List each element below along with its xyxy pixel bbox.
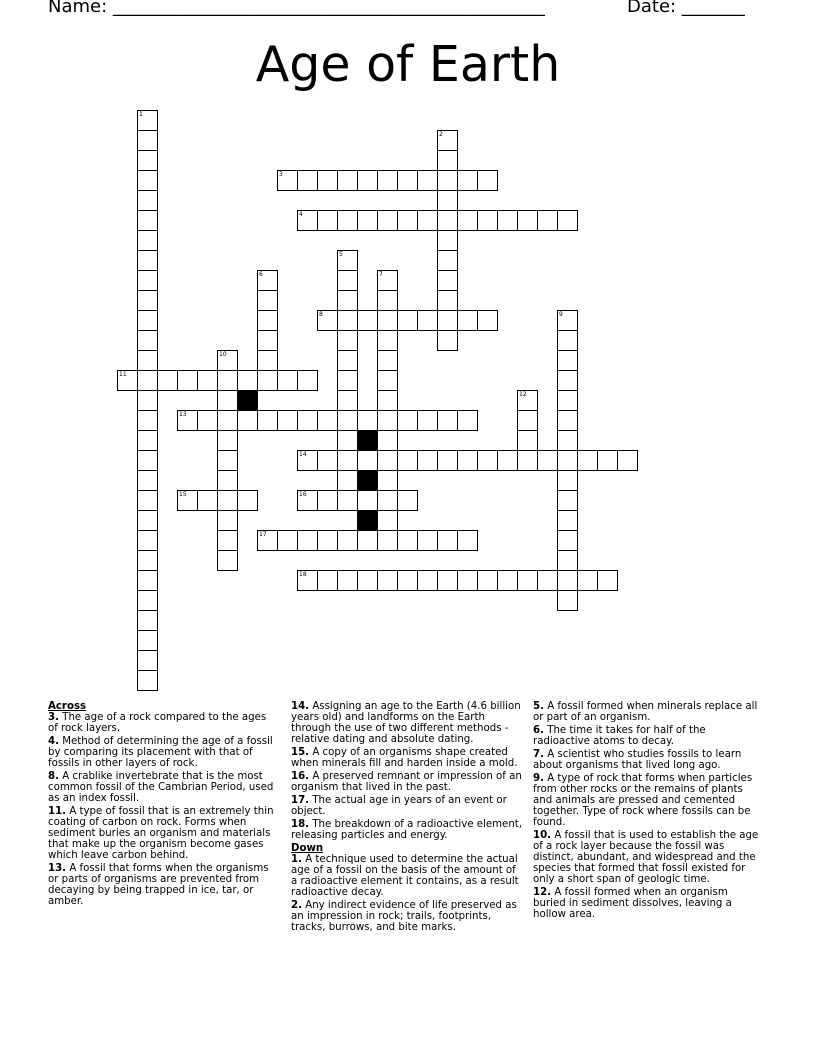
grid-cell[interactable] bbox=[497, 450, 518, 471]
grid-cell[interactable] bbox=[597, 570, 618, 591]
grid-cell[interactable] bbox=[317, 570, 338, 591]
clue-down-10: 10. A fossil that is used to establish the age of a rock layer because the fossil was distinct, abundant, and widespread and the species that formed that fossil existed for only a short span of geologic time. bbox=[533, 830, 759, 885]
grid-cell[interactable] bbox=[257, 270, 278, 291]
grid-cell[interactable] bbox=[137, 210, 158, 231]
grid-cell[interactable] bbox=[397, 410, 418, 431]
grid-cell[interactable] bbox=[557, 530, 578, 551]
grid-cell[interactable] bbox=[137, 490, 158, 511]
grid-cell[interactable] bbox=[537, 450, 558, 471]
grid-cell[interactable] bbox=[557, 510, 578, 531]
grid-cell[interactable] bbox=[257, 350, 278, 371]
grid-cell[interactable] bbox=[557, 430, 578, 451]
across-heading: Across bbox=[48, 701, 87, 712]
grid-cell[interactable] bbox=[377, 330, 398, 351]
grid-cell[interactable] bbox=[277, 370, 298, 391]
grid-cell[interactable] bbox=[297, 570, 318, 591]
grid-cell[interactable] bbox=[137, 390, 158, 411]
grid-cell[interactable] bbox=[137, 650, 158, 671]
clue-number: 4 bbox=[299, 211, 303, 218]
black-square bbox=[357, 510, 378, 531]
grid-cell[interactable] bbox=[617, 450, 638, 471]
grid-cell[interactable] bbox=[557, 470, 578, 491]
grid-cell[interactable] bbox=[137, 430, 158, 451]
clue-number: 1 bbox=[139, 111, 143, 118]
grid-cell[interactable] bbox=[137, 630, 158, 651]
grid-cell[interactable] bbox=[257, 530, 278, 551]
grid-cell[interactable] bbox=[477, 210, 498, 231]
grid-cell[interactable] bbox=[557, 210, 578, 231]
grid-cell[interactable] bbox=[397, 490, 418, 511]
clue-number: 14 bbox=[299, 451, 307, 458]
grid-cell[interactable] bbox=[217, 350, 238, 371]
black-square bbox=[237, 390, 258, 411]
grid-cell[interactable] bbox=[457, 410, 478, 431]
grid-cell[interactable] bbox=[377, 370, 398, 391]
clue-number: 6 bbox=[259, 271, 263, 278]
clue-down-2: 2. Any indirect evidence of life preserved as an impression in rock; trails, footprints, tracks, burrows, and bite marks. bbox=[291, 900, 517, 933]
grid-cell[interactable] bbox=[337, 330, 358, 351]
grid-cell[interactable] bbox=[557, 390, 578, 411]
grid-cell[interactable] bbox=[217, 510, 238, 531]
grid-cell[interactable] bbox=[437, 290, 458, 311]
grid-cell[interactable] bbox=[237, 490, 258, 511]
grid-cell[interactable] bbox=[337, 290, 358, 311]
down-heading: Down bbox=[291, 843, 324, 854]
grid-cell[interactable] bbox=[377, 290, 398, 311]
grid-cell[interactable] bbox=[137, 450, 158, 471]
clue-number: 8 bbox=[319, 311, 323, 318]
grid-cell[interactable] bbox=[197, 370, 218, 391]
grid-cell[interactable] bbox=[437, 330, 458, 351]
grid-cell[interactable] bbox=[557, 550, 578, 571]
grid-cell[interactable] bbox=[397, 210, 418, 231]
grid-cell[interactable] bbox=[457, 170, 478, 191]
grid-cell[interactable] bbox=[137, 270, 158, 291]
grid-cell[interactable] bbox=[337, 470, 358, 491]
grid-cell[interactable] bbox=[317, 210, 338, 231]
grid-cell[interactable] bbox=[217, 450, 238, 471]
clue-down-9: 9. A type of rock that forms when particles from other rocks or the remains of plants and animals are pressed and cemented together. Type of rock where fossils can be found. bbox=[533, 773, 753, 828]
grid-cell[interactable] bbox=[377, 390, 398, 411]
grid-cell[interactable] bbox=[457, 210, 478, 231]
grid-cell[interactable] bbox=[377, 470, 398, 491]
grid-cell[interactable] bbox=[217, 430, 238, 451]
grid-cell[interactable] bbox=[137, 350, 158, 371]
grid-cell[interactable] bbox=[337, 410, 358, 431]
grid-cell[interactable] bbox=[377, 450, 398, 471]
grid-cell[interactable] bbox=[137, 110, 158, 131]
grid-cell[interactable] bbox=[397, 530, 418, 551]
date-field: Date: _______ bbox=[627, 0, 745, 17]
grid-cell[interactable] bbox=[237, 410, 258, 431]
grid-cell[interactable] bbox=[577, 570, 598, 591]
grid-cell[interactable] bbox=[137, 550, 158, 571]
grid-cell[interactable] bbox=[137, 150, 158, 171]
clue-number: 9 bbox=[559, 311, 563, 318]
grid-cell[interactable] bbox=[317, 410, 338, 431]
grid-cell[interactable] bbox=[137, 290, 158, 311]
grid-cell[interactable] bbox=[217, 410, 238, 431]
grid-cell[interactable] bbox=[377, 170, 398, 191]
grid-cell[interactable] bbox=[517, 570, 538, 591]
grid-cell[interactable] bbox=[317, 490, 338, 511]
grid-cell[interactable] bbox=[557, 350, 578, 371]
grid-cell[interactable] bbox=[317, 450, 338, 471]
grid-cell[interactable] bbox=[417, 410, 438, 431]
clue-number: 10 bbox=[219, 351, 227, 358]
grid-cell[interactable] bbox=[317, 170, 338, 191]
clue-down-1: 1. A technique used to determine the actual age of a fossil on the basis of the amount of a radioactive element it contains, as a result radioactive decay. bbox=[291, 854, 519, 898]
grid-cell[interactable] bbox=[477, 570, 498, 591]
grid-cell[interactable] bbox=[597, 450, 618, 471]
grid-cell[interactable] bbox=[257, 310, 278, 331]
grid-cell[interactable] bbox=[437, 130, 458, 151]
grid-cell[interactable] bbox=[437, 230, 458, 251]
grid-cell[interactable] bbox=[137, 130, 158, 151]
grid-cell[interactable] bbox=[237, 370, 258, 391]
grid-cell[interactable] bbox=[437, 190, 458, 211]
name-field: Name: ________________________________________________ bbox=[48, 0, 545, 17]
grid-cell[interactable] bbox=[297, 530, 318, 551]
grid-cell[interactable] bbox=[397, 570, 418, 591]
grid-cell[interactable] bbox=[377, 430, 398, 451]
grid-cell[interactable] bbox=[377, 210, 398, 231]
page-title: Age of Earth bbox=[255, 36, 561, 93]
grid-cell[interactable] bbox=[357, 310, 378, 331]
grid-cell[interactable] bbox=[397, 450, 418, 471]
grid-cell[interactable] bbox=[137, 250, 158, 271]
grid-cell[interactable] bbox=[577, 450, 598, 471]
grid-cell[interactable] bbox=[557, 330, 578, 351]
grid-cell[interactable] bbox=[297, 450, 318, 471]
grid-cell[interactable] bbox=[457, 450, 478, 471]
grid-cell[interactable] bbox=[337, 170, 358, 191]
clue-across-17: 17. The actual age in years of an event or object. bbox=[291, 795, 507, 817]
grid-cell[interactable] bbox=[317, 310, 338, 331]
grid-cell[interactable] bbox=[457, 570, 478, 591]
grid-cell[interactable] bbox=[137, 530, 158, 551]
grid-cell[interactable] bbox=[437, 530, 458, 551]
clues-column-1 bbox=[48, 701, 278, 909]
grid-cell[interactable] bbox=[357, 210, 378, 231]
grid-cell[interactable] bbox=[297, 210, 318, 231]
grid-cell[interactable] bbox=[337, 530, 358, 551]
grid-cell[interactable] bbox=[437, 210, 458, 231]
grid-cell[interactable] bbox=[557, 450, 578, 471]
clue-across-8: 8. A crablike invertebrate that is the most common fossil of the Cambrian Period, used as an index fossil. bbox=[48, 771, 274, 804]
grid-cell[interactable] bbox=[457, 310, 478, 331]
grid-cell[interactable] bbox=[457, 530, 478, 551]
grid-cell[interactable] bbox=[117, 370, 138, 391]
grid-cell[interactable] bbox=[417, 530, 438, 551]
grid-cell[interactable] bbox=[537, 570, 558, 591]
grid-cell[interactable] bbox=[277, 530, 298, 551]
grid-cell[interactable] bbox=[557, 410, 578, 431]
grid-cell[interactable] bbox=[437, 310, 458, 331]
grid-cell[interactable] bbox=[137, 470, 158, 491]
grid-cell[interactable] bbox=[277, 410, 298, 431]
grid-cell[interactable] bbox=[517, 430, 538, 451]
grid-cell[interactable] bbox=[337, 390, 358, 411]
grid-cell[interactable] bbox=[137, 410, 158, 431]
grid-cell[interactable] bbox=[477, 310, 498, 331]
grid-cell[interactable] bbox=[337, 450, 358, 471]
grid-cell[interactable] bbox=[557, 590, 578, 611]
grid-cell[interactable] bbox=[337, 270, 358, 291]
grid-cell[interactable] bbox=[297, 170, 318, 191]
grid-cell[interactable] bbox=[377, 410, 398, 431]
grid-cell[interactable] bbox=[517, 410, 538, 431]
grid-cell[interactable] bbox=[357, 410, 378, 431]
grid-cell[interactable] bbox=[137, 610, 158, 631]
grid-cell[interactable] bbox=[557, 490, 578, 511]
grid-cell[interactable] bbox=[257, 370, 278, 391]
grid-cell[interactable] bbox=[177, 410, 198, 431]
grid-cell[interactable] bbox=[517, 210, 538, 231]
clue-across-4: 4. Method of determining the age of a fossil by comparing its placement with that of fossils in other layers of rock. bbox=[48, 736, 273, 769]
clue-down-6: 6. The time it takes for half of the radioactive atoms to decay. bbox=[533, 725, 706, 747]
clue-across-18: 18. The breakdown of a radioactive element, releasing particles and energy. bbox=[291, 819, 523, 841]
grid-cell[interactable] bbox=[337, 570, 358, 591]
grid-cell[interactable] bbox=[477, 170, 498, 191]
grid-cell[interactable] bbox=[537, 210, 558, 231]
clues-column-3 bbox=[533, 701, 763, 922]
grid-cell[interactable] bbox=[497, 210, 518, 231]
grid-cell[interactable] bbox=[317, 530, 338, 551]
grid-cell[interactable] bbox=[137, 590, 158, 611]
grid-cell[interactable] bbox=[137, 190, 158, 211]
grid-cell[interactable] bbox=[417, 450, 438, 471]
grid-cell[interactable] bbox=[557, 370, 578, 391]
grid-cell[interactable] bbox=[437, 450, 458, 471]
clue-number: 2 bbox=[439, 131, 443, 138]
grid-cell[interactable] bbox=[377, 350, 398, 371]
grid-cell[interactable] bbox=[337, 430, 358, 451]
grid-cell[interactable] bbox=[417, 310, 438, 331]
clue-number: 13 bbox=[179, 411, 187, 418]
clue-across-14: 14. Assigning an age to the Earth (4.6 billion years old) and landforms on the Earth through the use of two different methods - relative dating and absolute dating. bbox=[291, 701, 521, 745]
grid-cell[interactable] bbox=[377, 490, 398, 511]
grid-cell[interactable] bbox=[217, 390, 238, 411]
clue-number: 18 bbox=[299, 571, 307, 578]
grid-cell[interactable] bbox=[417, 210, 438, 231]
grid-cell[interactable] bbox=[497, 570, 518, 591]
clue-number: 12 bbox=[519, 391, 527, 398]
grid-cell[interactable] bbox=[217, 530, 238, 551]
grid-cell[interactable] bbox=[337, 210, 358, 231]
clue-across-3: 3. The age of a rock compared to the ages of rock layers. bbox=[48, 712, 267, 734]
grid-cell[interactable] bbox=[337, 250, 358, 271]
grid-cell[interactable] bbox=[257, 290, 278, 311]
grid-cell[interactable] bbox=[137, 510, 158, 531]
grid-cell[interactable] bbox=[437, 250, 458, 271]
clue-down-12: 12. A fossil formed when an organism buried in sediment dissolves, leaving a hollow area. bbox=[533, 887, 732, 920]
clue-number: 5 bbox=[339, 251, 343, 258]
grid-cell[interactable] bbox=[337, 310, 358, 331]
grid-cell[interactable] bbox=[137, 230, 158, 251]
grid-cell[interactable] bbox=[397, 310, 418, 331]
black-square bbox=[357, 470, 378, 491]
clue-across-11: 11. A type of fossil that is an extremely thin coating of carbon on rock. Forms when sediment buries an organism and materials that make up the organism become gases which leave carbon behind. bbox=[48, 806, 274, 861]
clue-down-7: 7. A scientist who studies fossils to learn about organisms that lived long ago. bbox=[533, 749, 742, 771]
grid-cell[interactable] bbox=[137, 330, 158, 351]
grid-cell[interactable] bbox=[357, 450, 378, 471]
clue-number: 3 bbox=[279, 171, 283, 178]
grid-cell[interactable] bbox=[217, 370, 238, 391]
black-square bbox=[357, 430, 378, 451]
clue-down-5: 5. A fossil formed when minerals replace all or part of an organism. bbox=[533, 701, 758, 723]
grid-cell[interactable] bbox=[337, 490, 358, 511]
clue-number: 15 bbox=[179, 491, 187, 498]
grid-cell[interactable] bbox=[357, 530, 378, 551]
grid-cell[interactable] bbox=[197, 490, 218, 511]
grid-cell[interactable] bbox=[357, 170, 378, 191]
grid-cell[interactable] bbox=[377, 310, 398, 331]
grid-cell[interactable] bbox=[337, 350, 358, 371]
grid-cell[interactable] bbox=[217, 470, 238, 491]
clue-number: 11 bbox=[119, 371, 127, 378]
grid-cell[interactable] bbox=[297, 370, 318, 391]
grid-cell[interactable] bbox=[377, 270, 398, 291]
clue-across-16: 16. A preserved remnant or impression of an organism that lived in the past. bbox=[291, 771, 522, 793]
grid-cell[interactable] bbox=[517, 390, 538, 411]
grid-cell[interactable] bbox=[357, 570, 378, 591]
grid-cell[interactable] bbox=[177, 490, 198, 511]
grid-cell[interactable] bbox=[177, 370, 198, 391]
grid-cell[interactable] bbox=[557, 570, 578, 591]
grid-cell[interactable] bbox=[397, 170, 418, 191]
clue-number: 17 bbox=[259, 531, 267, 538]
grid-cell[interactable] bbox=[357, 490, 378, 511]
grid-cell[interactable] bbox=[217, 490, 238, 511]
clue-across-15: 15. A copy of an organisms shape created when minerals fill and harden inside a mold. bbox=[291, 747, 518, 769]
grid-cell[interactable] bbox=[557, 310, 578, 331]
grid-cell[interactable] bbox=[437, 570, 458, 591]
grid-cell[interactable] bbox=[437, 150, 458, 171]
grid-cell[interactable] bbox=[377, 530, 398, 551]
grid-cell[interactable] bbox=[437, 270, 458, 291]
grid-cell[interactable] bbox=[337, 370, 358, 391]
grid-cell[interactable] bbox=[137, 370, 158, 391]
grid-cell[interactable] bbox=[477, 450, 498, 471]
grid-cell[interactable] bbox=[277, 170, 298, 191]
grid-cell[interactable] bbox=[157, 370, 178, 391]
grid-cell[interactable] bbox=[297, 490, 318, 511]
grid-cell[interactable] bbox=[137, 670, 158, 691]
grid-cell[interactable] bbox=[437, 410, 458, 431]
clue-number: 16 bbox=[299, 491, 307, 498]
grid-cell[interactable] bbox=[137, 570, 158, 591]
grid-cell[interactable] bbox=[417, 170, 438, 191]
grid-cell[interactable] bbox=[437, 170, 458, 191]
grid-cell[interactable] bbox=[257, 330, 278, 351]
clue-number: 7 bbox=[379, 271, 383, 278]
clues-column-2 bbox=[291, 701, 523, 935]
grid-cell[interactable] bbox=[297, 410, 318, 431]
grid-cell[interactable] bbox=[217, 550, 238, 571]
grid-cell[interactable] bbox=[197, 410, 218, 431]
grid-cell[interactable] bbox=[257, 410, 278, 431]
grid-cell[interactable] bbox=[517, 450, 538, 471]
grid-cell[interactable] bbox=[137, 170, 158, 191]
grid-cell[interactable] bbox=[417, 570, 438, 591]
grid-cell[interactable] bbox=[137, 310, 158, 331]
grid-cell[interactable] bbox=[377, 570, 398, 591]
clue-across-13: 13. A fossil that forms when the organisms or parts of organisms are prevented from decaying by being trapped in ice, tar, or amber. bbox=[48, 863, 269, 907]
grid-cell[interactable] bbox=[377, 510, 398, 531]
